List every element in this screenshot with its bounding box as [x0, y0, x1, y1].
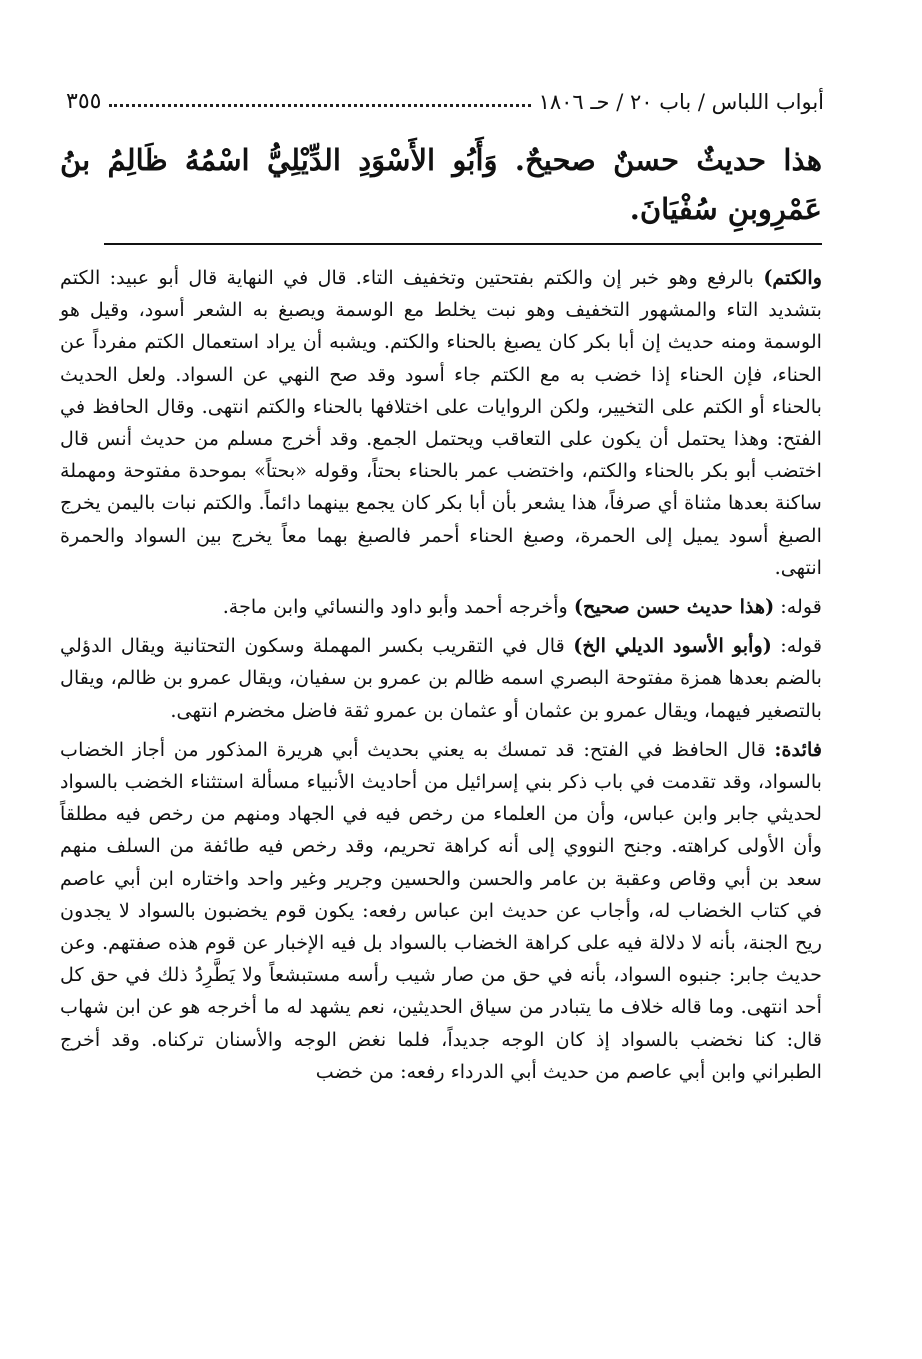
dotted-leader	[109, 103, 530, 107]
separator-rule	[104, 243, 822, 245]
paragraph-prefix: قوله:	[774, 595, 822, 619]
paragraph-text: وأخرجه أحمد وأبو داود والنسائي وابن ماجة.	[222, 595, 574, 619]
page-number: ٣٥٥	[66, 89, 102, 114]
paragraph-prefix: قوله:	[771, 634, 822, 658]
paragraph-text: قال في التقريب بكسر المهملة وسكون التحتانية ويقال الدؤلي بالضم بعدها همزة مفتوحة البصري اسمه ظالم بن عمرو بن سفيان، ويقال عمرو بن ظالم، ويقال بالتصغير فيهما، ويقال عمرو بن عثمان أو عثمان بن عمرو ثقة فاضل مخضرم انتهى.	[60, 634, 822, 722]
commentary-paragraph	[60, 262, 822, 584]
commentary	[60, 262, 822, 1095]
lemma: (هذا حديث حسن صحيح)	[573, 595, 775, 619]
lemma: والكتم)	[763, 266, 822, 289]
lemma: فائدة:	[774, 737, 822, 761]
lemma: (وأبو الأسود الديلي الخ)	[573, 634, 772, 658]
commentary-paragraph	[60, 630, 822, 727]
hadith-text-body: هذا حديثٌ حسنٌ صحيحٌ. وَأَبُو الأَسْوَدِ الدِّيْلِيُّ اسْمُهُ ظَالِمُ بنُ عَمْرِوبنِ سُفْيَانَ.	[60, 143, 822, 226]
hadith-text	[60, 136, 822, 234]
page-header	[66, 80, 824, 114]
running-head: أبواب اللباس / باب ٢٠ / حـ ١٨٠٦	[538, 90, 824, 114]
paragraph-text: قال الحافظ في الفتح: قد تمسك به يعني بحديث أبي هريرة المذكور من أجاز الخضاب بالسواد، وقد تقدمت في باب ذكر بني إسرائيل من أحاديث الأنبياء مسألة استثناء الخضب بالسواد لحديثي جابر وابن عباس، وأن من العلماء من رخص فيه في الجهاد ومنهم من رخص فيه مطلقاً وأن الأولى كراهته. وجنح النووي إلى أنه كراهة تحريم، وقد رخص فيه طائفة من السلف منهم سعد بن أبي وقاص وعقبة بن عامر والحسن والحسين وجرير وغير واحد واختاره ابن أبي عاصم في كتاب الخضاب له، وأجاب عن حديث ابن عباس رفعه: يكون قوم يخضبون بالسواد لا يجدون ريح الجنة، بأنه لا دلالة فيه على كراهة الخضاب بالسواد بل فيه الإخبار عن قوم هذه صفتهم. وعن حديث جابر: جنبوه السواد، بأنه في حق من صار شيب رأسه مستبشعاً ولا يَطَّرِدُ ذلك في حق كل أحد انتهى. وما قاله خلاف ما يتبادر من سياق الحديثين، نعم يشهد له ما أخرجه هو عن ابن شهاب قال: كنا نخضب بالسواد إذ كان الوجه جديداً، فلما نغض الوجه والأسنان تركناه. وقد أخرج الطبراني وابن أبي عاصم من حديث أبي الدرداء رفعه: من خضب	[60, 737, 822, 1083]
commentary-paragraph	[60, 734, 822, 1088]
paragraph-text: بالرفع وهو خبر إن والكتم بفتحتين وتخفيف التاء. قال في النهاية قال أبو عبيد: الكتم بتشديد التاء والمشهور التخفيف وهو نبت يخلط مع الوسمة ويصبغ به الشعر أسود، وقيل هو الوسمة ومنه حديث إن أبا بكر كان يصبغ بالحناء والكتم. ويشبه أن يراد استعمال الكتم مفرداً عن الحناء، فإن الحناء إذا خضب به مع الكتم جاء أسود وقد صح النهي عن السواد. ولعل الحديث بالحناء أو الكتم على التخيير، ولكن الروايات على اختلافها بالحناء والكتم انتهى. وقال الحافظ في الفتح: وهذا يحتمل أن يكون على التعاقب ويحتمل الجمع. وقد أخرج مسلم من حديث أنس قال اختضب أبو بكر بالحناء والكتم، واختضب عمر بالحناء بحتاً، وقوله «بحتاً» بموحدة مفتوحة ومهملة ساكنة بعدها مثناة أي صرفاً، هذا يشعر بأن أبا بكر كان يجمع بينهما دائماً. والكتم نبات باليمن يخرج الصبغ أسود يميل إلى الحمرة، وصبغ الحناء أحمر فالصبغ بهما معاً يخرج بين السواد والحمرة انتهى.	[60, 266, 822, 579]
commentary-paragraph	[60, 591, 822, 623]
